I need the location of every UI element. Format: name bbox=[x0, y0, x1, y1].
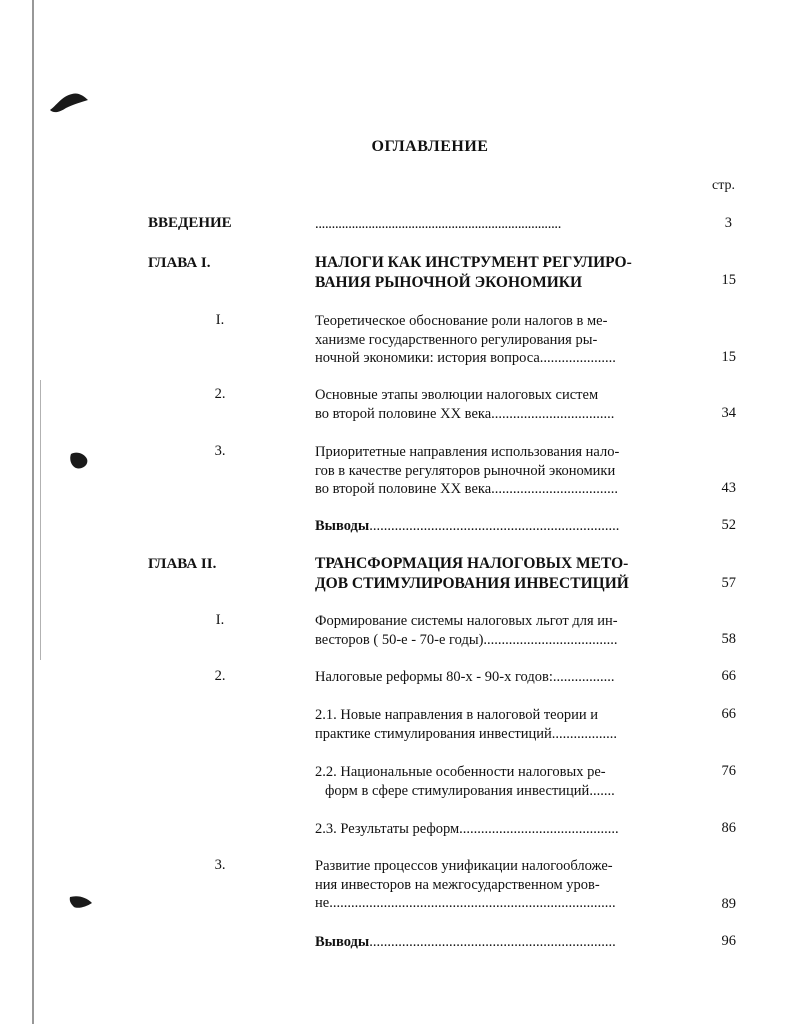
ch2-subsection3-text bbox=[315, 820, 675, 839]
intro-dots: .......................................................................... bbox=[315, 216, 562, 232]
ch2-section1-text bbox=[315, 612, 675, 649]
ch2-section3-page: 89 bbox=[721, 896, 736, 912]
ch2-section1-num: I. bbox=[215, 612, 225, 628]
ch1-section1-page: 15 bbox=[721, 349, 736, 365]
ch2-section1-page: 58 bbox=[721, 631, 736, 647]
ch1-section2-line1: Основные этапы эволюции налоговых систем bbox=[315, 387, 599, 403]
ch1-section3-line3: во второй половине XX века................................... bbox=[315, 481, 619, 497]
chapter2-label: ГЛАВА II. bbox=[148, 556, 217, 572]
ch1-section1-line2: ханизме государственного регулирования ры- bbox=[315, 331, 598, 348]
ch2-section2-line1: Налоговые реформы 80-х - 90-х годов:................. bbox=[315, 669, 615, 685]
ch1-section2-page: 34 bbox=[721, 405, 736, 421]
ch2-conclusions-label: Выводы bbox=[315, 934, 370, 950]
ch1-conclusions bbox=[315, 517, 675, 536]
chapter1-title-line1: НАЛОГИ КАК ИНСТРУМЕНТ РЕГУЛИРО- bbox=[315, 254, 632, 271]
ch1-section1-text bbox=[315, 312, 675, 368]
ch1-section1-line3: ночной экономики: история вопроса..................... bbox=[315, 350, 616, 366]
scan-edge-line-secondary bbox=[40, 380, 41, 660]
ch2-section1-line1: Формирование системы налоговых льгот для ин- bbox=[315, 613, 618, 629]
ch2-section1-line2: весторов ( 50-е - 70-е годы)..................................... bbox=[315, 631, 618, 648]
ch1-section1-num: I. bbox=[215, 312, 225, 328]
ch1-section3-text bbox=[315, 443, 675, 499]
page-title: ОГЛАВЛЕНИЕ bbox=[371, 138, 489, 155]
ch2-subsection2-page: 76 bbox=[721, 763, 736, 779]
chapter1-page: 15 bbox=[721, 272, 736, 288]
chapter1-label: ГЛАВА I. bbox=[148, 255, 211, 271]
ch2-subsection2-line1: 2.2. Национальные особенности налоговых ре- bbox=[315, 764, 606, 780]
ch1-conclusions-page: 52 bbox=[721, 517, 736, 533]
ch2-subsection2-text bbox=[315, 763, 675, 800]
ch2-section3-text bbox=[315, 857, 675, 913]
ch2-conclusions-dots: .................................................................... bbox=[369, 934, 616, 950]
ink-blot-top bbox=[48, 88, 90, 116]
ch1-section3-line1: Приоритетные направления использования нало- bbox=[315, 444, 620, 460]
ch2-section2-num: 2. bbox=[214, 668, 226, 684]
ch2-subsection3-page: 86 bbox=[721, 820, 736, 836]
ch2-subsection1-page: 66 bbox=[721, 706, 736, 722]
chapter2-title-line1: ТРАНСФОРМАЦИЯ НАЛОГОВЫХ МЕТО- bbox=[315, 555, 629, 572]
ch2-subsection1-text bbox=[315, 706, 675, 743]
ch2-subsection1-line1: 2.1. Новые направления в налоговой теории и bbox=[315, 707, 599, 723]
intro-page: 3 bbox=[724, 215, 732, 231]
ink-blot-middle bbox=[68, 450, 90, 472]
ch1-section2-text bbox=[315, 386, 675, 423]
chapter2-title-line2: ДОВ СТИМУЛИРОВАНИЯ ИНВЕСТИЦИЙ bbox=[315, 575, 629, 592]
ch2-section2-page: 66 bbox=[721, 668, 736, 684]
ch2-subsection1-line2: практике стимулирования инвестиций.................. bbox=[315, 725, 618, 742]
chapter1-title bbox=[315, 253, 685, 293]
ch1-section2-num: 2. bbox=[214, 386, 226, 402]
chapter2-title bbox=[315, 554, 685, 594]
ch2-section3-line1: Развитие процессов унификации налогообложе- bbox=[315, 858, 613, 874]
ch1-section3-num: 3. bbox=[214, 443, 226, 459]
ch2-section3-line3: не............................................................................... bbox=[315, 895, 616, 911]
intro-label: ВВЕДЕНИЕ bbox=[148, 215, 232, 231]
ch2-section2-text bbox=[315, 668, 675, 687]
ch1-conclusions-dots: ..................................................................... bbox=[369, 518, 620, 534]
page-column-header: стр. bbox=[712, 178, 736, 193]
ch2-conclusions bbox=[315, 933, 675, 952]
ch2-section3-num: 3. bbox=[214, 857, 226, 873]
ch2-subsection2-line2: форм в сфере стимулирования инвестиций....... bbox=[325, 782, 615, 799]
ch1-section2-line2: во второй половине XX века.................................. bbox=[315, 405, 615, 422]
ch1-section1-line1: Теоретическое обоснование роли налогов в ме- bbox=[315, 313, 608, 329]
ch2-conclusions-page: 96 bbox=[721, 933, 736, 949]
ch1-section3-page: 43 bbox=[721, 480, 736, 496]
chapter1-title-line2: ВАНИЯ РЫНОЧНОЙ ЭКОНОМИКИ bbox=[315, 274, 583, 291]
ch2-section3-line2: ния инвесторов на межгосударственном уров- bbox=[315, 876, 600, 893]
ch1-conclusions-label: Выводы bbox=[315, 518, 370, 534]
ch1-section3-line2: гов в качестве регуляторов рыночной экономики bbox=[315, 462, 616, 479]
chapter2-page: 57 bbox=[721, 575, 736, 591]
ink-blot-bottom bbox=[68, 893, 94, 913]
ch2-subsection3-line1: 2.3. Результаты реформ............................................ bbox=[315, 821, 619, 837]
